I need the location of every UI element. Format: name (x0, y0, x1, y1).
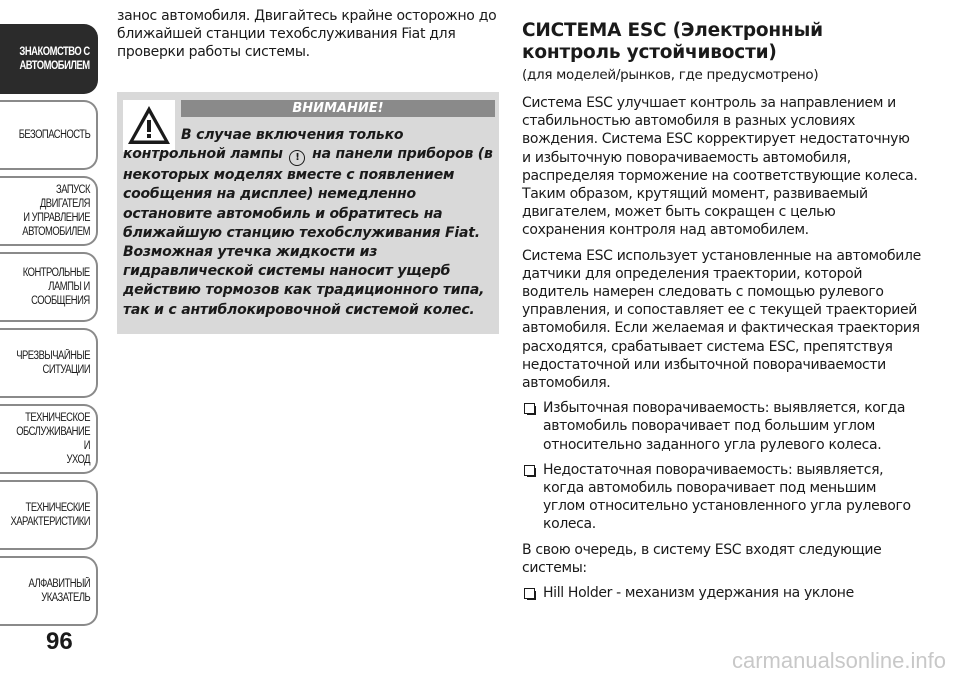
tab-maintenance-and-care[interactable] (0, 404, 98, 474)
list-item-text: Hill Holder - механизм удержания на уклоне (543, 585, 854, 602)
section-heading (522, 20, 922, 64)
tab-label: ТЕХНИЧЕСКОЕ ОБСЛУЖИВАНИЕ И УХОД (16, 412, 91, 466)
paragraph-2: Система ESC использует установленные на автомобиле датчики для определения траектории, которой водитель намерен следовать с помощью рулевого управления, и сопоставляет ее с текущей траекторией автомобиля. Если желаемая и фактическая траектория расходятся, срабатывает система ESC, препятствуя недостаточной или избыточной поворачиваемости автомобиля. (522, 247, 921, 392)
tab-label: КОНТРОЛЬНЫЕ ЛАМПЫ И СООБЩЕНИЯ (22, 267, 90, 307)
brake-warning-lamp-icon: ! (289, 150, 305, 166)
square-bullet-icon (524, 588, 536, 598)
section-heading-line2: контроль устойчивости) (522, 42, 777, 63)
tab-label: БЕЗОПАСНОСТЬ (18, 129, 90, 141)
chapter-sidebar (0, 24, 101, 624)
list-item-text: Избыточная поворачиваемость: выявляется, когда автомобиль поворачивает под большим углом относительно заданного угла рулевого колеса. (543, 400, 906, 453)
intro-paragraph: занос автомобиля. Двигайтесь крайне осторожно до ближайшей станции техобслуживания Fiat для проверки работы системы. (117, 8, 497, 60)
list-item-text: Недостаточная поворачиваемость: выявляется, когда автомобиль поворачивает под меньшим углом относительно установленного угла рулевого колеса. (543, 461, 911, 533)
paragraph-3: В свою очередь, в систему ESC входят следующие системы: (522, 541, 882, 576)
right-column (522, 20, 922, 609)
tab-technical-specifications[interactable] (0, 480, 98, 550)
availability-note: (для моделей/рынков, где предусмотрено) (522, 67, 819, 83)
left-column (117, 7, 502, 61)
list-item (522, 399, 922, 454)
warning-text-part2: на панели приборов (в некоторых моделях вместе с появлением сообщения на дисплее) немедленно остановите автомобиль и обратитесь на ближайшую станцию техобслуживания Fiat. Возможная утечка жидкости из гидравлической системы наносит ущерб действию тормозов как традиционного типа, так и с антиблокировочной системой колес. (123, 146, 493, 318)
warning-title: ВНИМАНИЕ! (181, 100, 495, 117)
tab-getting-to-know-vehicle[interactable] (0, 24, 98, 94)
warning-text-part1: В случае включения только контрольной лампы (123, 127, 404, 163)
list-item (522, 461, 922, 534)
square-bullet-icon (524, 403, 536, 413)
tab-warning-lights-and-messages[interactable] (0, 252, 98, 322)
tab-index[interactable] (0, 556, 98, 626)
list-item (522, 584, 922, 602)
warning-text (123, 126, 495, 320)
tab-starting-and-driving[interactable] (0, 176, 98, 246)
watermark: carmanualsonline.info (731, 648, 946, 673)
page-number: 96 (46, 628, 73, 655)
tab-label: ЧРЕЗВЫЧАЙНЫЕ СИТУАЦИИ (16, 350, 90, 376)
tab-label: ЗНАКОМСТВО С АВТОМОБИЛЕМ (19, 46, 90, 72)
square-bullet-icon (524, 465, 536, 475)
tab-label: ТЕХНИЧЕСКИЕ ХАРАКТЕРИСТИКИ (10, 502, 90, 528)
tab-label: АЛФАВИТНЫЙ УКАЗАТЕЛЬ (28, 578, 90, 604)
paragraph-1: Система ESC улучшает контроль за направлением и стабильностью автомобиля в разных условиях вождения. Система ESC корректирует недостаточную и избыточную поворачиваемость автомобиля, распределяя торможение на соответствующие колеса. Таким образом, крутящий момент, развиваемый двигателем, может быть сокращен с целью сохранения контроля над автомобилем. (522, 95, 918, 239)
tab-safety[interactable] (0, 100, 98, 170)
section-heading-line1: СИСТЕМА ESC (Электронный (522, 20, 823, 41)
tab-emergencies[interactable] (0, 328, 98, 398)
tab-label: ЗАПУСК ДВИГАТЕЛЯ И УПРАВЛЕНИЕ АВТОМОБИЛЕМ (22, 184, 90, 238)
warning-box (117, 92, 499, 334)
